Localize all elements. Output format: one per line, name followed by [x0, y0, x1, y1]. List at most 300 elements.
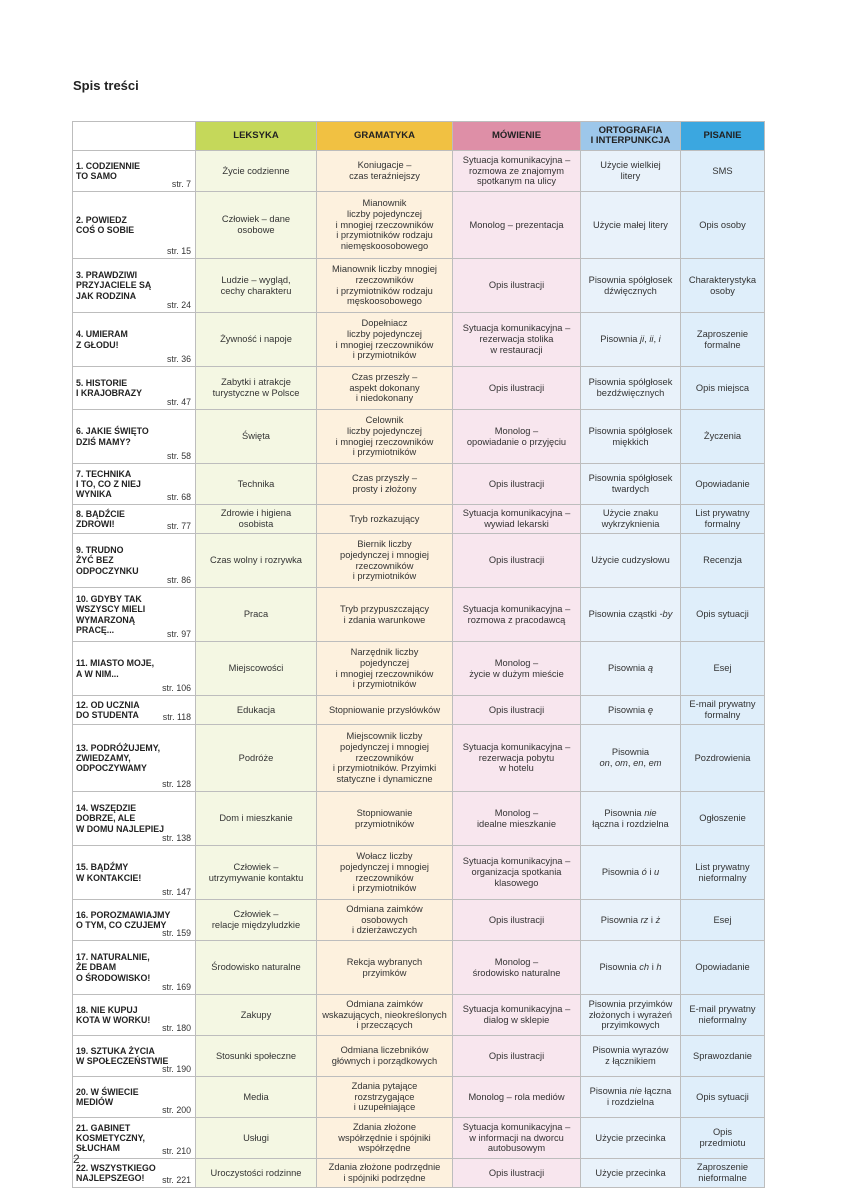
- ortografia-cell: Pisownia rz i ż: [581, 900, 681, 941]
- ortografia-cell: [581, 151, 681, 192]
- pisanie-cell-line: Opis sytuacji: [696, 609, 749, 620]
- unit-page: str. 210: [162, 1145, 191, 1156]
- ortografia-cell: [581, 995, 681, 1036]
- mowienie-cell: [453, 725, 581, 792]
- unit-page: str. 190: [162, 1063, 191, 1074]
- unit-page: str. 7: [171, 178, 191, 189]
- pisanie-cell: [681, 505, 765, 534]
- header-row: [73, 122, 765, 151]
- table-row: [73, 900, 765, 941]
- unit-cell: [73, 464, 196, 505]
- gramatyka-cell-line: głównych i porządkowych: [331, 1056, 438, 1066]
- ortografia-cell-line: Użycie przecinka: [595, 1167, 666, 1178]
- unit-title-line: I KRAJOBRAZY: [76, 388, 142, 398]
- mowienie-cell: [453, 1036, 581, 1077]
- header-gramatyka: GRAMATYKA: [317, 122, 453, 151]
- table-row: [73, 1118, 765, 1159]
- leksyka-cell: [196, 1077, 317, 1118]
- gramatyka-cell-line: rzeczowników: [355, 274, 414, 285]
- unit-page: str. 58: [167, 450, 191, 461]
- mowienie-cell: [453, 900, 581, 941]
- pisanie-cell-line: Esej: [713, 914, 732, 925]
- mowienie-cell-line: Sytuacja komunikacyjna –: [462, 1004, 571, 1015]
- mowienie-cell-line: autobusowym: [487, 1143, 546, 1154]
- unit-title-line: PRACĘ...: [76, 624, 115, 635]
- table-row: [73, 1036, 765, 1077]
- unit-page: str. 221: [162, 1174, 191, 1185]
- leksyka-cell-line: Technika: [237, 478, 275, 489]
- mowienie-cell-line: Opis ilustracji: [488, 478, 545, 489]
- unit-title-line: 9. TRUDNO: [76, 545, 124, 556]
- gramatyka-cell-line: Mianownik liczby mnogiej: [332, 263, 437, 274]
- unit-title-line: A W NIM...: [76, 668, 119, 679]
- pisanie-cell-line: Zaproszenie: [696, 1162, 749, 1173]
- ortografia-cell-line: Użycie znaku: [602, 508, 659, 519]
- mowienie-cell-line: w informacji na dworcu: [469, 1132, 564, 1143]
- ortografia-cell-line: Użycie małej litery: [593, 219, 668, 230]
- gramatyka-cell-line: współrzędnie i spójniki: [338, 1132, 431, 1143]
- pisanie-cell-line: formalny: [704, 710, 741, 720]
- unit-title-line: 16. POROZMAWIAJMY: [76, 909, 171, 920]
- gramatyka-cell-line: osobowych: [361, 914, 408, 925]
- mowienie-cell: [453, 192, 581, 259]
- unit-page: str. 106: [162, 682, 191, 693]
- pisanie-cell-line: Ogłoszenie: [699, 813, 746, 824]
- pisanie-cell: [681, 151, 765, 192]
- pisanie-cell-line: List prywatny: [695, 508, 750, 519]
- gramatyka-cell-line: i uzupełniające: [353, 1102, 416, 1113]
- unit-title-line: 11. MIASTO MOJE,: [76, 658, 155, 669]
- gramatyka-cell-line: i przeczących: [356, 1020, 413, 1031]
- leksyka-cell-line: cechy charakteru: [220, 285, 292, 296]
- gramatyka-cell-line: pojedynczej: [359, 657, 410, 668]
- gramatyka-cell-line: i przymiotników: [352, 350, 417, 361]
- mowienie-cell: [453, 1159, 581, 1188]
- gramatyka-cell-line: przyimków: [362, 967, 407, 978]
- unit-title-line: ŻYĆ BEZ: [76, 555, 114, 566]
- mowienie-cell-line: Monolog – rola mediów: [468, 1091, 565, 1102]
- ortografia-cell-line: Użycie wielkiej: [600, 160, 661, 171]
- ortografia-cell: Pisownia nie łączna i rozdzielna: [581, 792, 681, 846]
- unit-title-line: DOBRZE, ALE: [76, 813, 136, 824]
- pisanie-cell: [681, 725, 765, 792]
- pisanie-cell-line: osoby: [710, 285, 735, 296]
- unit-cell: [73, 192, 196, 259]
- pisanie-cell-line: Opis sytuacji: [696, 1091, 749, 1102]
- table-row: [73, 505, 765, 534]
- table-row: [73, 588, 765, 642]
- gramatyka-cell-line: Czas przyszły –: [351, 473, 418, 484]
- table-row: [73, 192, 765, 259]
- mowienie-cell: [453, 846, 581, 900]
- leksyka-cell-line: Człowiek –: [233, 909, 279, 920]
- unit-title-line: 20. W ŚWIECIE: [76, 1086, 139, 1097]
- gramatyka-cell: [317, 1077, 453, 1118]
- unit-title-line: TO SAMO: [76, 171, 117, 181]
- pisanie-cell-line: Pozdrowienia: [694, 752, 751, 763]
- gramatyka-cell: [317, 192, 453, 259]
- leksyka-cell-line: Środowisko naturalne: [211, 962, 301, 973]
- unit-page: str. 36: [167, 353, 191, 364]
- unit-title-line: 13. PODRÓŻUJEMY,: [76, 742, 161, 753]
- gramatyka-cell-line: Biernik liczby: [357, 538, 412, 549]
- unit-cell: [73, 1118, 196, 1159]
- unit-title-line: 6. JAKIE ŚWIĘTO: [76, 426, 149, 437]
- gramatyka-cell: [317, 1036, 453, 1077]
- unit-title-line: WSZYSCY MIELI: [76, 604, 146, 615]
- leksyka-cell-line: Usługi: [243, 1132, 269, 1143]
- mowienie-cell-line: rozmowa z pracodawcą: [467, 614, 566, 625]
- mowienie-cell-line: dialog w sklepie: [483, 1015, 550, 1025]
- leksyka-cell-line: Dom i mieszkanie: [219, 813, 293, 824]
- mowienie-cell: [453, 410, 581, 464]
- unit-title-line: 10. GDYBY TAK: [76, 594, 142, 605]
- mowienie-cell: [453, 534, 581, 588]
- pisanie-cell-line: Opis miejsca: [695, 382, 750, 393]
- unit-title-line: 12. OD UCZNIA: [76, 699, 140, 710]
- leksyka-cell: [196, 259, 317, 313]
- gramatyka-cell-line: i przymiotników rodzaju: [336, 230, 433, 241]
- pisanie-cell-line: E-mail prywatny: [689, 1004, 756, 1015]
- gramatyka-cell-line: Miejscownik liczby: [346, 730, 423, 741]
- gramatyka-cell-line: i mnogiej rzeczowników: [335, 219, 434, 230]
- pisanie-cell-line: nieformalny: [698, 872, 747, 883]
- mowienie-cell-line: Opis ilustracji: [488, 280, 545, 291]
- gramatyka-cell: [317, 410, 453, 464]
- ortografia-cell: [581, 259, 681, 313]
- gramatyka-cell: [317, 534, 453, 588]
- unit-title-line: COŚ O SOBIE: [76, 225, 135, 235]
- leksyka-cell: [196, 941, 317, 995]
- mowienie-cell-line: idealne mieszkanie: [476, 818, 557, 829]
- pisanie-cell: [681, 534, 765, 588]
- leksyka-cell: [196, 534, 317, 588]
- header-ortografia: [581, 122, 681, 151]
- gramatyka-cell-line: i mnogiej rzeczowników: [335, 436, 434, 447]
- unit-title: [76, 545, 192, 575]
- unit-title-line: 14. WSZĘDZIE: [76, 803, 137, 814]
- unit-title-line: KOSMETYCZNY,: [76, 1132, 145, 1143]
- leksyka-cell-line: Zdrowie i higiena: [220, 508, 292, 519]
- gramatyka-cell-line: i niedokonany: [355, 393, 414, 404]
- mowienie-cell-line: Opis ilustracji: [488, 1167, 545, 1178]
- ortografia-cell-line: twardych: [611, 484, 650, 494]
- gramatyka-cell-line: Odmiana liczebników: [340, 1045, 429, 1056]
- ortografia-cell-line: wykrzyknienia: [601, 519, 660, 529]
- leksyka-cell-line: turystyczne w Polsce: [212, 388, 300, 398]
- leksyka-cell: [196, 1036, 317, 1077]
- unit-cell: [73, 505, 196, 534]
- unit-cell: [73, 941, 196, 995]
- mowienie-cell-line: w hotelu: [499, 763, 534, 774]
- gramatyka-cell-line: niemęskoosobowego: [340, 241, 429, 252]
- gramatyka-cell-line: Dopełniacz: [361, 317, 408, 328]
- gramatyka-cell-line: i przymiotników: [352, 679, 417, 690]
- contents-table: [72, 121, 765, 1188]
- pisanie-cell: [681, 846, 765, 900]
- unit-title-line: 2. POWIEDZ: [76, 214, 127, 225]
- leksyka-cell-line: Czas wolny i rozrywka: [210, 555, 302, 566]
- mowienie-cell-line: Opis ilustracji: [488, 914, 545, 925]
- leksyka-cell-line: Edukacja: [236, 704, 276, 715]
- gramatyka-cell-line: Wołacz liczby: [356, 850, 413, 861]
- leksyka-cell-line: Człowiek –: [233, 861, 279, 872]
- gramatyka-cell: [317, 792, 453, 846]
- unit-title-line: WYMARZONĄ: [76, 614, 136, 625]
- page-number: 2: [73, 1152, 80, 1166]
- gramatyka-cell-line: współrzędne: [358, 1143, 411, 1154]
- unit-title-line: 22. WSZYSTKIEGO: [76, 1162, 156, 1173]
- gramatyka-cell-line: Czas przeszły –: [351, 371, 418, 382]
- ortografia-cell: [581, 505, 681, 534]
- gramatyka-cell: [317, 505, 453, 534]
- pisanie-cell-line: SMS: [712, 165, 733, 176]
- gramatyka-cell-line: liczby pojedynczej: [347, 328, 422, 339]
- unit-cell: [73, 725, 196, 792]
- unit-title-line: 7. TECHNIKA: [76, 468, 132, 479]
- unit-cell: [73, 696, 196, 725]
- unit-page: str. 47: [167, 396, 191, 407]
- unit-title-line: 21. GABINET: [76, 1122, 131, 1133]
- mowienie-cell: [453, 464, 581, 505]
- ortografia-cell-line: litery: [620, 171, 641, 181]
- table-row: [73, 313, 765, 367]
- ortografia-cell-line: dźwięcznych: [604, 285, 657, 296]
- gramatyka-cell-line: pojedynczej i mnogiej: [340, 741, 429, 752]
- unit-cell: [73, 367, 196, 410]
- mowienie-cell-line: Monolog –: [494, 956, 539, 967]
- leksyka-cell-line: Ludzie – wygląd,: [221, 274, 291, 285]
- unit-title-line: 8. BĄDŹCIE: [76, 508, 125, 519]
- unit-title-line: W KONTAKCIE!: [76, 872, 142, 883]
- leksyka-cell: [196, 367, 317, 410]
- unit-title: [76, 270, 192, 300]
- gramatyka-cell-line: Tryb przypuszczający: [339, 603, 430, 614]
- unit-title-line: NAJLEPSZEGO!: [76, 1173, 145, 1183]
- table-row: [73, 792, 765, 846]
- unit-page: str. 128: [162, 778, 191, 789]
- unit-cell: [73, 588, 196, 642]
- unit-page: str. 118: [162, 711, 191, 722]
- mowienie-cell: [453, 941, 581, 995]
- unit-page: str. 24: [167, 299, 191, 310]
- unit-title-line: 3. PRAWDZIWI: [76, 270, 138, 281]
- leksyka-cell-line: Stosunki społeczne: [215, 1050, 297, 1061]
- gramatyka-cell-line: statyczne i dynamiczne: [336, 774, 433, 785]
- leksyka-cell: [196, 725, 317, 792]
- unit-page: str. 138: [162, 832, 191, 843]
- mowienie-cell: [453, 995, 581, 1036]
- leksyka-cell: [196, 846, 317, 900]
- unit-title-line: DO STUDENTA: [76, 710, 139, 720]
- unit-page: str. 97: [167, 628, 191, 639]
- mowienie-cell-line: Monolog –: [494, 657, 539, 668]
- pisanie-cell: [681, 259, 765, 313]
- table-row: [73, 995, 765, 1036]
- unit-cell: [73, 792, 196, 846]
- mowienie-cell: [453, 642, 581, 696]
- pisanie-cell-line: przedmiotu: [699, 1138, 746, 1148]
- mowienie-cell-line: rozmowa ze znajomym: [468, 165, 565, 176]
- mowienie-cell-line: Monolog –: [494, 425, 539, 436]
- unit-title-line: SŁUCHAM: [76, 1143, 120, 1154]
- unit-page: str. 147: [162, 886, 191, 897]
- mowienie-cell-line: Sytuacja komunikacyjna –: [462, 1121, 571, 1132]
- leksyka-cell: [196, 313, 317, 367]
- unit-title-line: Z GŁODU!: [76, 339, 119, 350]
- gramatyka-cell-line: wskazujących, nieokreślonych: [322, 1009, 447, 1020]
- gramatyka-cell: [317, 846, 453, 900]
- unit-title-line: MEDIÓW: [76, 1097, 114, 1107]
- table-row: [73, 846, 765, 900]
- gramatyka-cell-line: pojedynczej i mnogiej: [340, 549, 429, 560]
- mowienie-cell: [453, 1118, 581, 1159]
- leksyka-cell: [196, 1159, 317, 1188]
- mowienie-cell-line: Sytuacja komunikacyjna –: [462, 154, 571, 165]
- gramatyka-cell-line: prosty i złożony: [352, 484, 417, 494]
- pisanie-cell-line: Opowiadanie: [695, 478, 750, 489]
- pisanie-cell: [681, 410, 765, 464]
- leksyka-cell-line: Życie codzienne: [222, 165, 290, 176]
- mowienie-cell: [453, 696, 581, 725]
- mowienie-cell-line: Sytuacja komunikacyjna –: [462, 508, 571, 519]
- pisanie-cell: [681, 642, 765, 696]
- gramatyka-cell-line: czas teraźniejszy: [349, 171, 420, 181]
- ortografia-cell-line: złożonych i wyrażeń: [588, 1009, 673, 1020]
- pisanie-cell-line: Zaproszenie: [696, 328, 749, 339]
- mowienie-cell-line: Opis ilustracji: [488, 382, 545, 393]
- ortografia-cell-line: przyimkowych: [601, 1020, 660, 1031]
- ortografia-cell: Pisownia ch i h: [581, 941, 681, 995]
- gramatyka-cell-line: Stopniowanie: [356, 807, 413, 818]
- unit-title: [76, 378, 192, 398]
- unit-page: str. 200: [162, 1104, 191, 1115]
- ortografia-cell-line: bezdźwięcznych: [596, 388, 665, 398]
- gramatyka-cell-line: rzeczowników: [355, 560, 414, 571]
- gramatyka-cell-line: Odmiana zaimków: [346, 903, 423, 914]
- unit-cell: [73, 259, 196, 313]
- unit-page: str. 86: [167, 574, 191, 585]
- leksyka-cell-line: Miejscowości: [228, 663, 284, 674]
- gramatyka-cell: [317, 367, 453, 410]
- ortografia-cell: Pisownia ę: [581, 696, 681, 725]
- mowienie-cell-line: Opis ilustracji: [488, 555, 545, 566]
- gramatyka-cell-line: Zdania pytające: [351, 1080, 418, 1091]
- unit-title-line: ODPOCZYWAMY: [76, 763, 147, 774]
- gramatyka-cell: [317, 725, 453, 792]
- ortografia-cell-line: Pisownia spółgłosek: [588, 425, 673, 436]
- table-row: [73, 367, 765, 410]
- ortografia-cell: [581, 1036, 681, 1077]
- gramatyka-cell-line: i przymiotników: [352, 883, 417, 894]
- unit-cell: [73, 151, 196, 192]
- unit-title-line: WYNIKA: [76, 489, 112, 500]
- contents-body: [73, 151, 765, 1188]
- ortografia-cell: Pisownia ó i u: [581, 846, 681, 900]
- ortografia-cell-line: z łącznikiem: [605, 1056, 656, 1066]
- ortografia-cell: [581, 410, 681, 464]
- unit-title-line: O TYM, CO CZUJEMY: [76, 920, 167, 930]
- pisanie-cell: [681, 367, 765, 410]
- unit-title-line: 5. HISTORIE: [76, 377, 128, 388]
- unit-title-line: 17. NATURALNIE,: [76, 952, 150, 963]
- unit-title: [76, 743, 192, 773]
- table-row: [73, 534, 765, 588]
- gramatyka-cell: [317, 642, 453, 696]
- header-pisanie: PISANIE: [681, 122, 765, 151]
- gramatyka-cell-line: i mnogiej rzeczowników: [335, 668, 434, 679]
- table-row: [73, 259, 765, 313]
- mowienie-cell: [453, 588, 581, 642]
- gramatyka-cell: [317, 464, 453, 505]
- table-row: [73, 464, 765, 505]
- gramatyka-cell-line: i zdania warunkowe: [343, 614, 426, 625]
- pisanie-cell-line: Opowiadanie: [695, 962, 750, 973]
- pisanie-cell: [681, 588, 765, 642]
- leksyka-cell: [196, 192, 317, 259]
- unit-page: str. 169: [162, 981, 191, 992]
- leksyka-cell: [196, 410, 317, 464]
- mowienie-cell-line: rezerwacja pobytu: [478, 752, 555, 763]
- gramatyka-cell-line: Narzędnik liczby: [350, 646, 419, 657]
- ortografia-cell-line: Użycie przecinka: [595, 1132, 666, 1143]
- pisanie-cell-line: Charakterystyka: [688, 274, 757, 285]
- leksyka-cell: [196, 505, 317, 534]
- pisanie-cell-line: Życzenia: [703, 431, 742, 442]
- gramatyka-cell-line: i dzierżawczych: [351, 925, 418, 936]
- gramatyka-cell-line: rzeczowników: [355, 872, 414, 883]
- leksyka-cell-line: Żywność i napoje: [220, 334, 292, 345]
- gramatyka-cell-line: aspekt dokonany: [349, 382, 420, 393]
- ortografia-cell: Pisownia ą: [581, 642, 681, 696]
- gramatyka-cell-line: Koniugacje –: [357, 160, 412, 171]
- pisanie-cell-line: Opis osoby: [699, 219, 746, 230]
- leksyka-cell: [196, 642, 317, 696]
- leksyka-cell-line: Praca: [243, 609, 269, 620]
- mowienie-cell-line: spotkanym na ulicy: [476, 176, 557, 187]
- mowienie-cell: [453, 259, 581, 313]
- pisanie-cell-line: Recenzja: [703, 555, 742, 566]
- gramatyka-cell: [317, 1118, 453, 1159]
- mowienie-cell: [453, 151, 581, 192]
- gramatyka-cell-line: Stopniowanie przysłówków: [328, 704, 441, 715]
- unit-title-line: 1. CODZIENNIE: [76, 160, 141, 171]
- unit-cell: [73, 1036, 196, 1077]
- unit-title-line: 15. BĄDŹMY: [76, 862, 129, 873]
- leksyka-cell: [196, 995, 317, 1036]
- pisanie-cell-line: Sprawozdanie: [693, 1050, 752, 1061]
- page-title: Spis treści: [73, 78, 139, 93]
- leksyka-cell-line: Podróże: [238, 752, 274, 763]
- leksyka-cell: [196, 1118, 317, 1159]
- table-row: [73, 696, 765, 725]
- unit-title-line: 4. UMIERAM: [76, 329, 128, 340]
- unit-title-line: I TO, CO Z NIEJ: [76, 478, 141, 489]
- unit-title-line: 18. NIE KUPUJ: [76, 1004, 138, 1015]
- unit-title-line: W DOMU NAJLEPIEJ: [76, 823, 164, 834]
- mowienie-cell: [453, 367, 581, 410]
- gramatyka-cell-line: pojedynczej i mnogiej: [340, 861, 429, 872]
- unit-title-line: O ŚRODOWISKO!: [76, 972, 151, 983]
- unit-page: str. 68: [167, 491, 191, 502]
- ortografia-cell-line: miękkich: [612, 436, 649, 447]
- gramatyka-cell: [317, 151, 453, 192]
- ortografia-cell: Pisownia cząstki -by: [581, 588, 681, 642]
- ortografia-cell-line: Pisownia spółgłosek: [588, 473, 673, 484]
- gramatyka-cell: [317, 1159, 453, 1188]
- unit-title-line: ŻE DBAM: [76, 962, 117, 973]
- ortografia-cell-line: Pisownia przyimków: [588, 998, 673, 1009]
